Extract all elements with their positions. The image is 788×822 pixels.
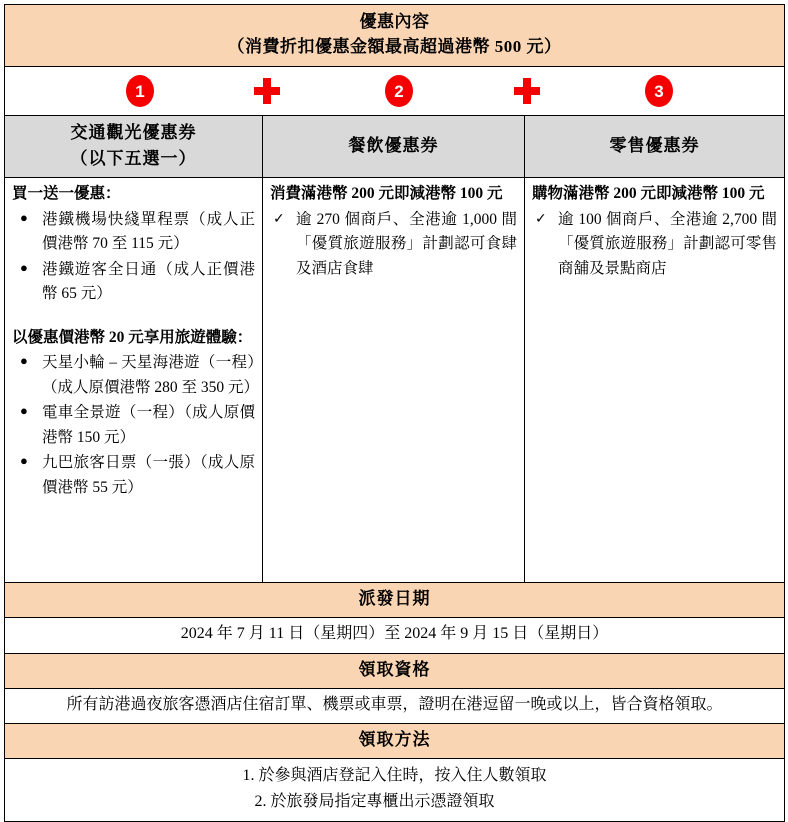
bullet-dot-icon: ●: [20, 403, 28, 419]
list-item-text: 逾 100 個商戶、全港逾 2,700 間「優質旅遊服務」計劃認可零售商舖及景點商店: [558, 210, 778, 277]
transport-lead-1: 買一送一優惠：: [12, 185, 121, 203]
step-badge-1: 1: [126, 75, 154, 107]
step-badge-2: 2: [385, 75, 413, 107]
distribution-date-header-row: [5, 583, 785, 618]
transport-bullet-list-1: [12, 208, 255, 307]
banner-title: 優惠內容: [359, 12, 430, 31]
eligibility-header-row: [5, 653, 785, 688]
distribution-date-header: 派發日期: [5, 583, 785, 618]
dining-lead: 消費滿港幣 200 元即減港幣 100 元: [270, 185, 503, 203]
banner-cell: [5, 5, 785, 67]
list-item-text: 天星小輪 – 天星海港遊（一程）（成人原價港幣 280 至 350 元）: [42, 354, 260, 396]
column-header-transport-main: 交通觀光優惠券: [70, 123, 197, 143]
badge-strip: [5, 67, 784, 115]
eligibility-text: 所有訪港過夜旅客憑酒店住宿訂單、機票或車票，證明在港逗留一晚或以上，皆合資格領取。: [5, 688, 785, 724]
column-header-retail-main: 零售優惠券: [609, 136, 700, 156]
distribution-date-value: 2024 年 7 月 11 日（星期四）至 2024 年 9 月 15 日（星期日）: [5, 618, 785, 654]
column-body-dining: [263, 178, 525, 583]
plus-icon-1: [254, 78, 280, 104]
list-item: [12, 401, 255, 450]
column-header-dining-main: 餐飲優惠券: [348, 136, 439, 156]
column-header-dining: [263, 116, 525, 178]
checkmark-icon: ✓: [273, 210, 285, 227]
step-badge-3: 3: [645, 75, 673, 107]
list-item: [270, 208, 517, 281]
column-header-row: [5, 116, 785, 178]
column-body-transport: [5, 178, 263, 583]
bullet-dot-icon: ●: [20, 209, 28, 225]
retail-lead: 購物滿港幣 200 元即減港幣 100 元: [532, 185, 765, 203]
checkmark-icon: ✓: [535, 210, 547, 227]
column-header-transport-sub: （以下五選一）: [70, 148, 197, 168]
promotion-table: [4, 4, 785, 822]
list-item: [12, 351, 260, 400]
list-item-text: 電車全景遊（一程）（成人原價港幣 150 元）: [42, 404, 255, 446]
bullet-dot-icon: ●: [20, 259, 28, 275]
redemption-steps-cell: [5, 759, 785, 822]
column-header-retail: [525, 116, 785, 178]
redemption-header: 領取方法: [5, 724, 785, 759]
banner-subtitle: （消費折扣優惠金額最高超過港幣 500 元）: [227, 36, 562, 56]
badge-strip-cell: [5, 67, 785, 116]
paragraph-spacer: [12, 308, 255, 326]
list-item: [12, 451, 255, 500]
redemption-body-row: [5, 759, 785, 822]
list-item-text: 港鐵機場快綫單程票（成人正價港幣 70 至 115 元）: [42, 210, 255, 253]
list-item: [12, 208, 255, 257]
eligibility-header: 領取資格: [5, 653, 785, 688]
bullet-dot-icon: ●: [20, 453, 28, 469]
banner-row: [5, 5, 785, 67]
list-item: 1. 於參與酒店登記入住時，按入住人數領取: [242, 767, 547, 785]
plus-icon-2: [514, 78, 540, 104]
column-body-retail: [525, 178, 785, 583]
eligibility-body-row: [5, 688, 785, 724]
list-item-text: 九巴旅客日票（一張）（成人原價港幣 55 元）: [42, 454, 255, 496]
list-item: [12, 258, 255, 307]
transport-lead-2: 以優惠價港幣 20 元享用旅遊體驗：: [12, 328, 253, 346]
list-item-text: 港鐵遊客全日通（成人正價港幣 65 元）: [42, 260, 255, 303]
redemption-header-row: [5, 724, 785, 759]
redemption-step-list: [243, 763, 547, 815]
dining-bullet-list: [270, 208, 517, 281]
transport-bullet-list-2: [12, 351, 260, 500]
bullet-dot-icon: ●: [20, 353, 28, 369]
list-item: 2. 於旅發局指定專櫃出示憑證領取: [254, 793, 495, 811]
badge-row: [5, 67, 785, 116]
list-item-text: 逾 270 個商戶、全港逾 1,000 間「優質旅遊服務」計劃認可食肆及酒店食肆: [296, 210, 517, 277]
column-body-row: [5, 178, 785, 583]
retail-bullet-list: [532, 208, 777, 281]
list-item: [532, 208, 777, 281]
column-header-transport: [5, 116, 263, 178]
distribution-date-body-row: [5, 618, 785, 654]
